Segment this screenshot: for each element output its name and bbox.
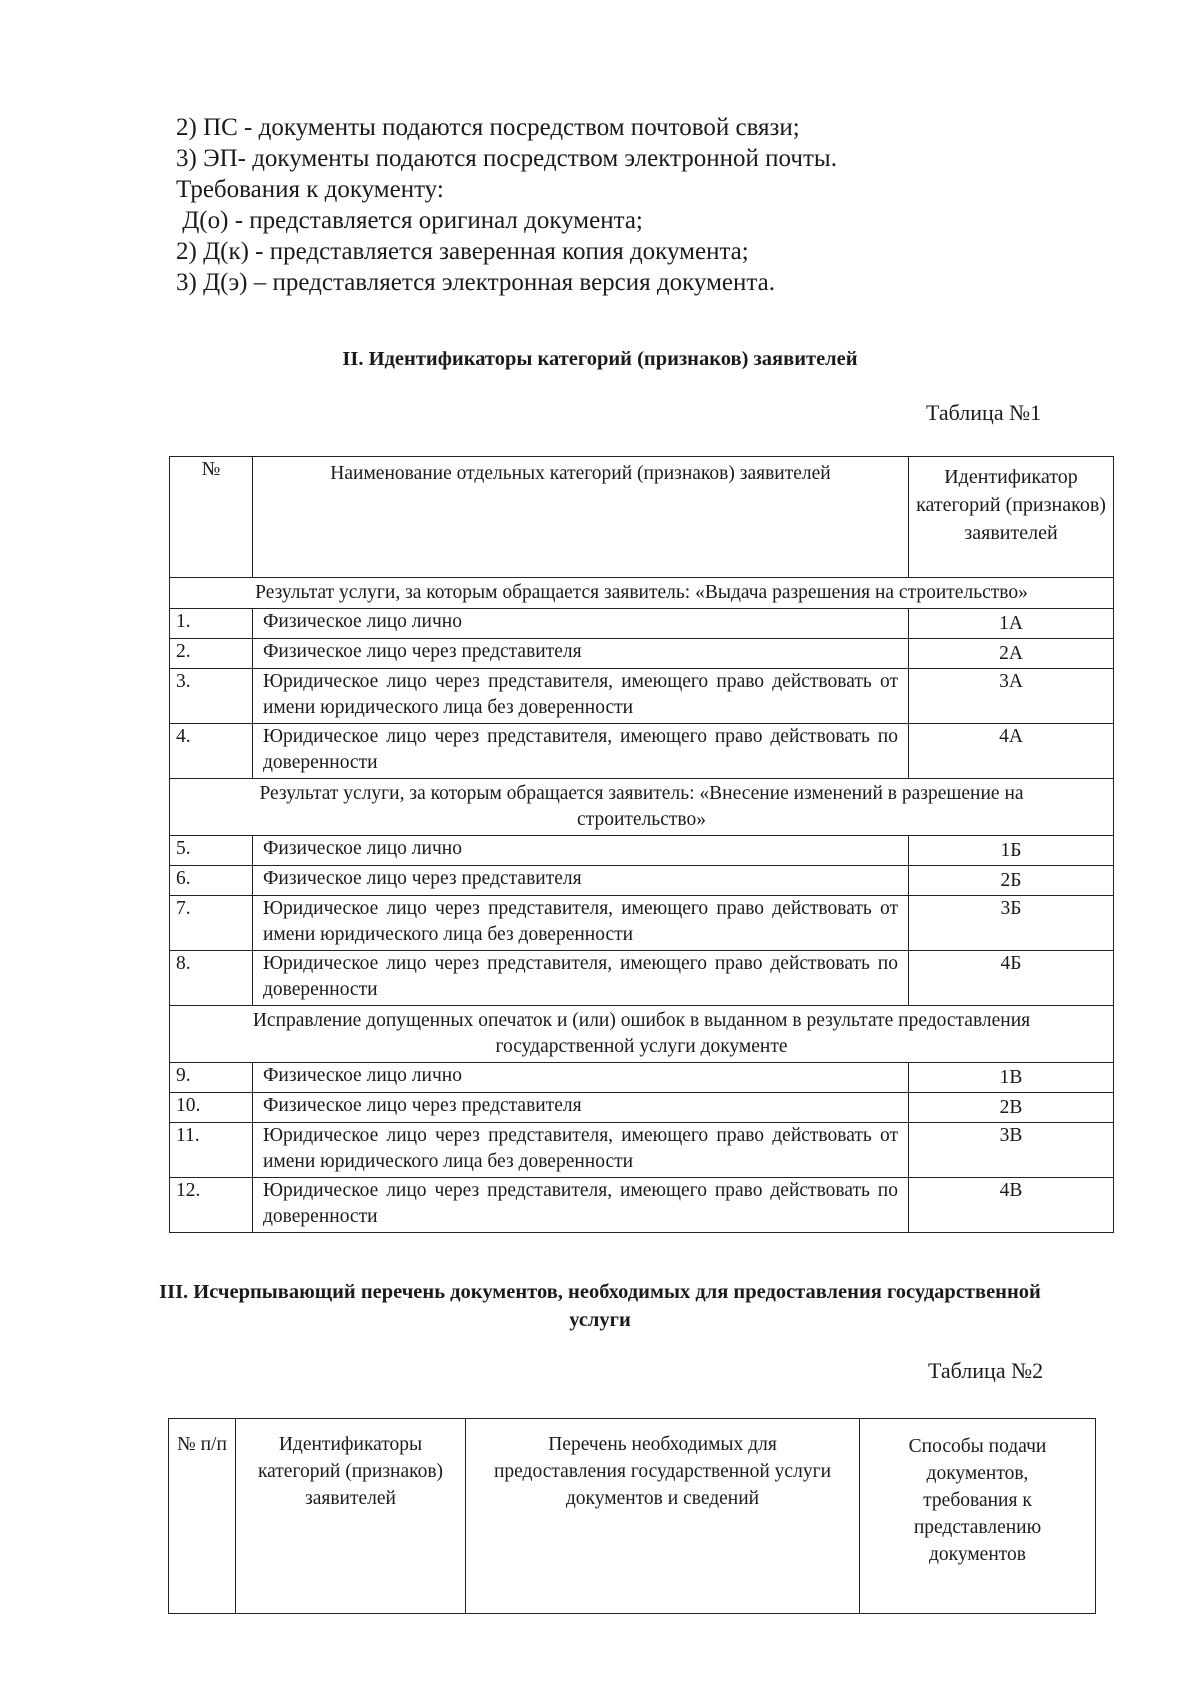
table-row [170,669,1114,724]
group-title: Результат услуги, за которым обращается заявитель: «Внесение изменений в разрешение на строительство» [170,779,1114,836]
row-id: 3А [909,669,1114,724]
row-id: 1Б [909,836,1114,866]
table-row [170,724,1114,779]
row-name: Юридическое лицо через представителя, имеющего право действовать по доверенности [253,724,909,779]
row-num: 4. [170,724,253,779]
row-num: 9. [170,1063,253,1093]
intro-line: 2) Д(к) - представляется заверенная копия документа; [176,238,749,265]
table-row [170,951,1114,1006]
row-id: 3Б [909,896,1114,951]
documents-table [168,1418,1096,1614]
row-id: 4Б [909,951,1114,1006]
row-num: 11. [170,1123,253,1178]
intro-line: Требования к документу: [176,176,444,203]
intro-line: 3) Д(э) – представляется электронная версия документа. [176,269,775,296]
row-name: Юридическое лицо через представителя, имеющего право действовать от имени юридического лица без доверенности [253,669,909,724]
row-num: 5. [170,836,253,866]
header-ids: Идентификаторы категорий (признаков) заявителей [236,1419,466,1614]
group-title: Результат услуги, за которым обращается заявитель: «Выдача разрешения на строительство» [170,578,1114,609]
row-num: 6. [170,866,253,896]
intro-line: 3) ЭП- документы подаются посредством электронной почты. [176,145,837,172]
group-title-row [170,578,1114,609]
header-name: Наименование отдельных категорий (признаков) заявителей [253,457,909,578]
applicant-categories-table [169,456,1114,1233]
row-id: 4А [909,724,1114,779]
row-name: Физическое лицо через представителя [253,866,909,896]
table-2-caption: Таблица №2 [928,1358,1044,1383]
header-list: Перечень необходимых для предоставления государственной услуги документов и сведений [466,1419,860,1614]
table-row [170,866,1114,896]
row-num: 8. [170,951,253,1006]
table-row [170,639,1114,669]
intro-line: 2) ПС - документы подаются посредством почтовой связи; [176,114,800,141]
group-title-row [170,779,1114,836]
table-row [170,836,1114,866]
row-name: Юридическое лицо через представителя, имеющего право действовать по доверенности [253,1178,909,1233]
row-name: Юридическое лицо через представителя, имеющего право действовать от имени юридического лица без доверенности [253,896,909,951]
row-name: Физическое лицо лично [253,609,909,639]
row-num: 10. [170,1093,253,1123]
section-3-heading: III. Исчерпывающий перечень документов, необходимых для предоставления государственной услуги [159,1281,1041,1331]
row-id: 2А [909,639,1114,669]
row-name: Физическое лицо лично [253,1063,909,1093]
row-name: Физическое лицо лично [253,836,909,866]
intro-text [176,112,837,298]
header-num: № [170,457,253,578]
row-name: Физическое лицо через представителя [253,1093,909,1123]
row-name: Юридическое лицо через представителя, имеющего право действовать от имени юридического лица без доверенности [253,1123,909,1178]
row-num: 12. [170,1178,253,1233]
header-id: Идентификатор категорий (признаков) заявителей [909,457,1114,578]
group-title-row [170,1006,1114,1063]
row-name: Физическое лицо через представителя [253,639,909,669]
row-id: 2В [909,1093,1114,1123]
row-id: 1В [909,1063,1114,1093]
row-id: 2Б [909,866,1114,896]
table-1-caption: Таблица №1 [926,400,1042,425]
row-id: 4В [909,1178,1114,1233]
row-num: 1. [170,609,253,639]
table-row [170,1123,1114,1178]
section-2-heading: II. Идентификаторы категорий (признаков) заявителей [342,348,858,370]
table-row [170,609,1114,639]
table-row [170,1178,1114,1233]
group-title: Исправление допущенных опечаток и (или) ошибок в выданном в результате предоставления государственной услуги документе [170,1006,1114,1063]
row-name: Юридическое лицо через представителя, имеющего право действовать по доверенности [253,951,909,1006]
table-row [170,1093,1114,1123]
intro-line: Д(о) - представляется оригинал документа; [176,207,643,234]
row-id: 1А [909,609,1114,639]
row-num: 2. [170,639,253,669]
table-row [170,896,1114,951]
row-id: 3В [909,1123,1114,1178]
header-methods: Способы подачи документов, требования к представлению документов [860,1419,1096,1614]
row-num: 3. [170,669,253,724]
row-num: 7. [170,896,253,951]
table-row [170,1063,1114,1093]
table-header-row [169,1419,1096,1614]
header-num: № п/п [169,1419,236,1614]
table-header-row [170,457,1114,578]
